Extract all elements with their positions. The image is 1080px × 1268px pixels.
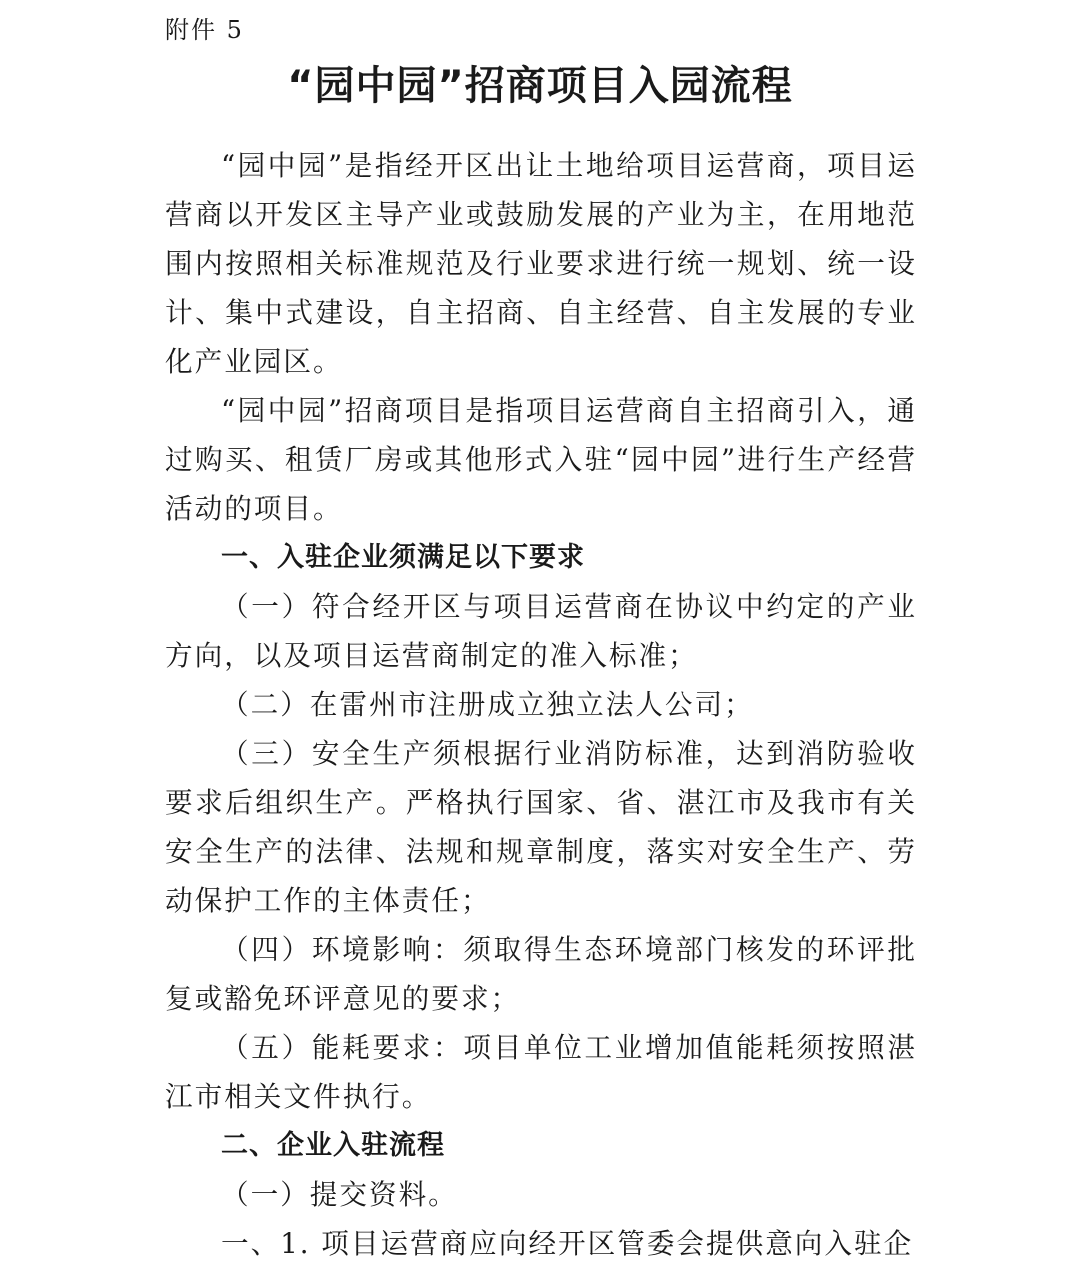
section-2-heading: 二、企业入驻流程 — [221, 1130, 445, 1161]
intro-paragraph-1: “园中园”是指经开区出让土地给项目运营商，项目运营商以开发区主导产业或鼓励发展的产业为主，在用地范围内按照相关标准规范及行业要求进行统一规划、统一设计、集中式建设，自主招商、自主经营、自主发展的专业化产业园区。 — [165, 149, 917, 378]
document-title: “园中园”招商项目入园流程 — [287, 63, 793, 109]
intro-paragraph-2: “园中园”招商项目是指项目运营商自主招商引入，通过购买、租赁厂房或其他形式入驻“园中园”进行生产经营活动的项目。 — [165, 394, 917, 525]
process-item-1: （一）提交资料。 — [221, 1178, 458, 1211]
process-item-2: 一、1. 项目运营商应向经开区管委会提供意向入驻企 — [221, 1227, 914, 1260]
requirement-item-3: （三）安全生产须根据行业消防标准，达到消防验收要求后组织生产。严格执行国家、省、湛江市及我市有关安全生产的法律、法规和规章制度，落实对安全生产、劳动保护工作的主体责任； — [165, 737, 917, 917]
attachment-label: 附件 5 — [165, 16, 244, 44]
requirement-item-2: （二）在雷州市注册成立独立法人公司； — [221, 688, 754, 721]
requirement-item-1: （一）符合经开区与项目运营商在协议中约定的产业方向，以及项目运营商制定的准入标准； — [165, 590, 917, 672]
requirement-item-5: （五）能耗要求：项目单位工业增加值能耗须按照湛江市相关文件执行。 — [165, 1031, 917, 1113]
document-body — [165, 141, 917, 1268]
requirement-item-4: （四）环境影响：须取得生态环境部门核发的环评批复或豁免环评意见的要求； — [165, 933, 917, 1015]
section-1-heading: 一、入驻企业须满足以下要求 — [221, 542, 585, 573]
